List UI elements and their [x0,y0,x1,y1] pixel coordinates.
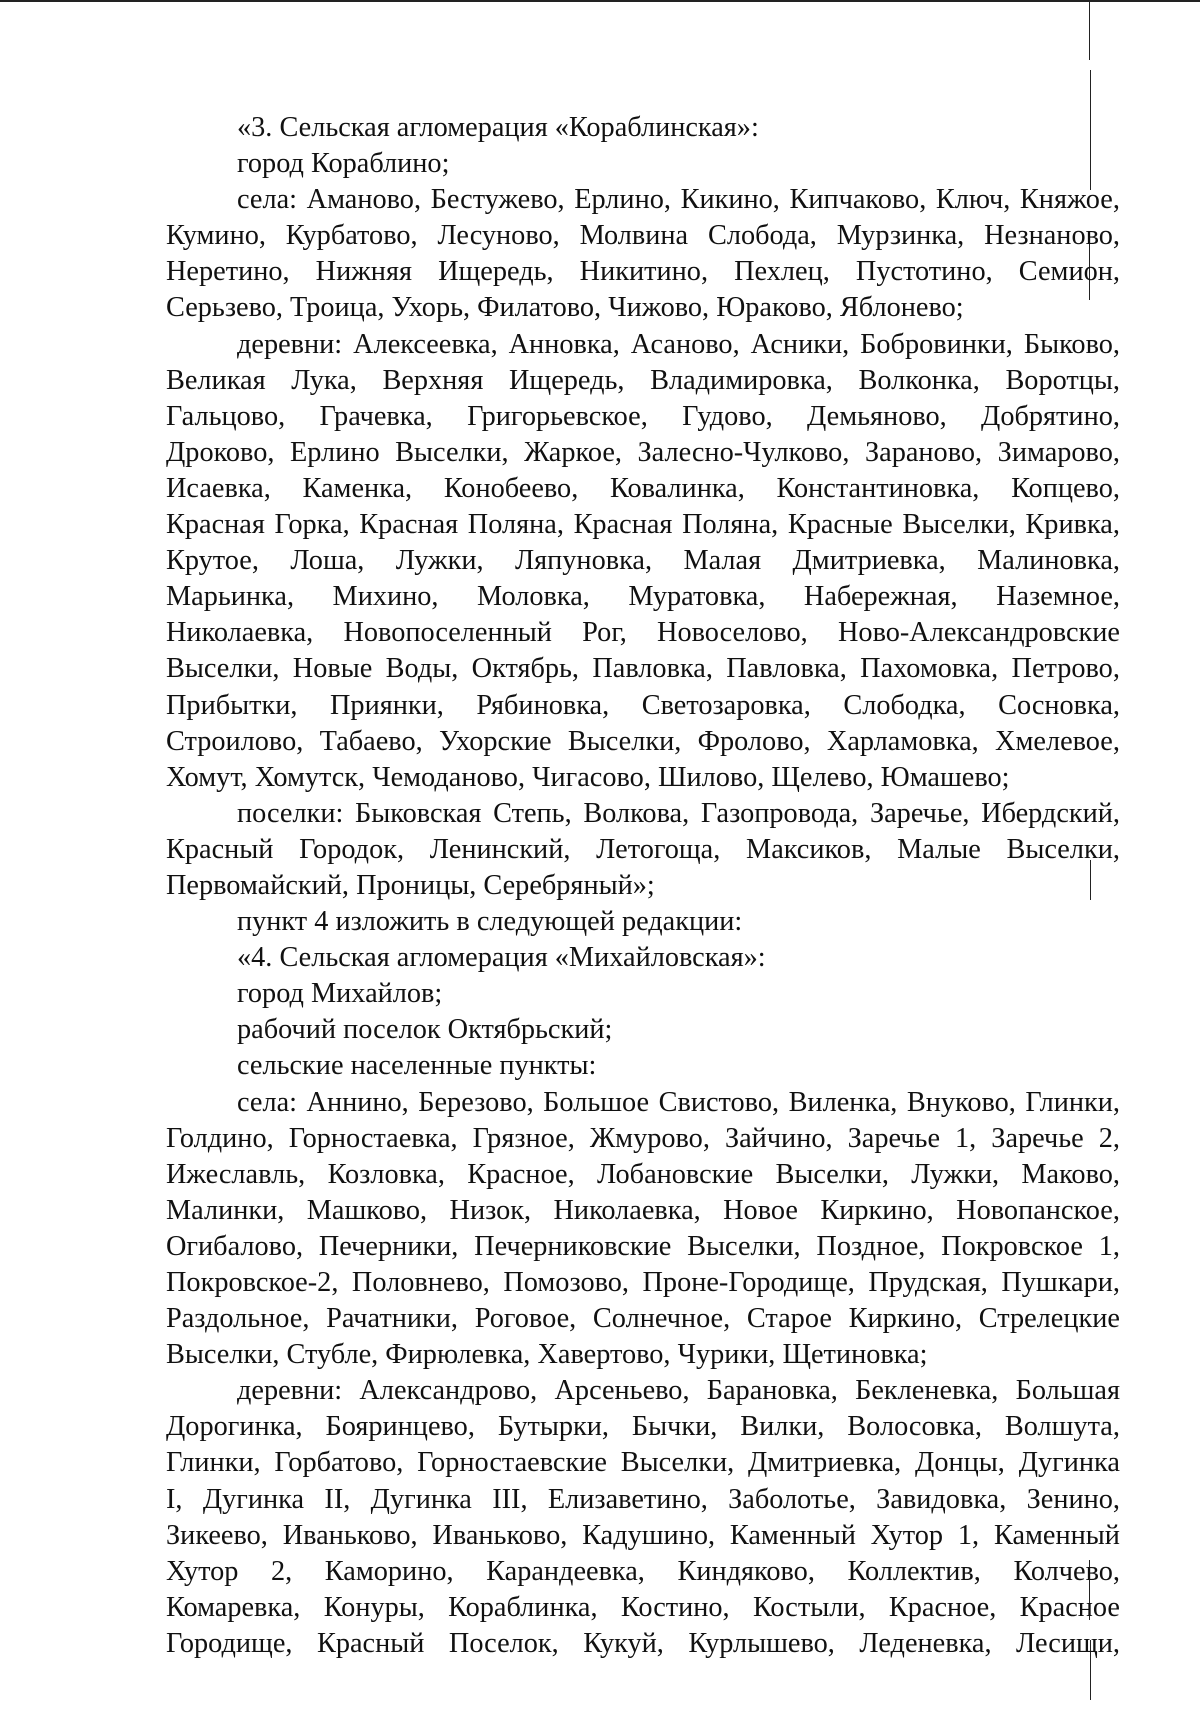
word: Конуры, [323,1591,425,1623]
word: Заболотье, [728,1483,856,1515]
word: Заречье [847,1122,941,1154]
text-line: «3. Сельская агломерация «Кораблинская»: [237,112,759,143]
text-line [166,1193,1120,1229]
word: Слободка, [843,689,966,721]
text-line: пункт 4 изложить в следующей редакции: [237,906,743,938]
word: Максиков, [746,833,872,865]
word: Лесищи, [1016,1627,1120,1659]
text-line [166,1085,1120,1121]
word: Выселки, [687,1230,801,1262]
word: Бестужево, [430,184,565,216]
word: Выселки, [395,436,509,468]
word: Пехлец, [734,256,830,288]
word: Бобровинки, [860,328,1013,360]
word: Кикино, [680,184,780,216]
word: Большое [543,1086,650,1118]
word: Павловка, [726,653,847,685]
word: Покровское [941,1230,1083,1262]
word: Елизаветино, [547,1483,708,1515]
word: Великая [166,364,266,396]
text-line [166,507,1120,543]
word: Горка, [274,509,350,541]
word: Барановка, [706,1375,838,1407]
word: Печерниковские [474,1230,672,1262]
word: Каморино, [324,1555,454,1587]
word: Асники, [750,328,850,360]
word: Выселки, [166,653,280,685]
word: Быково, [1023,328,1120,360]
word: Григорьевское, [467,400,648,432]
word: села: [237,184,298,216]
word: Бояринцево, [325,1411,475,1443]
word: Строилово, [166,725,304,757]
word: Дугинка [202,1483,305,1515]
text-line [166,1301,1120,1337]
word: Никитино, [579,256,709,288]
word: Верхняя [382,364,484,396]
word: Рачатники, [326,1303,458,1335]
word: Константиновка, [776,472,980,504]
word: Ленинский, [429,833,571,865]
word: Дмитриевка, [748,1447,902,1479]
text-line [166,399,1120,435]
word: села: [237,1086,298,1118]
word: Выселки, [620,1447,735,1479]
word: Крутое, [166,545,259,577]
word: Волосовка, [847,1411,982,1443]
word: Жаркое, [524,436,622,468]
word: Прудская, [868,1267,988,1298]
word: Роговое, [474,1303,577,1335]
word: Табаево, [319,725,423,757]
word: Дугинка [1018,1447,1120,1479]
word: 1, [1098,1230,1120,1262]
word: Мурзинка, [836,220,965,252]
word: Летогоща, [596,833,721,865]
word: Ищередь, [438,256,554,288]
text-line [166,1518,1120,1554]
word: Выселки, [1006,833,1120,865]
word: Лобановские [597,1158,754,1190]
text-line [166,1409,1120,1445]
word: Половнево, [351,1267,490,1298]
word: Ново-Александровские [837,617,1120,649]
word: Наземное, [996,581,1120,613]
word: Заречье, [869,797,970,829]
word: Горбатово, [274,1447,404,1479]
text-line [166,363,1120,399]
text-line [166,1229,1120,1265]
word: Харламовка, [826,725,979,757]
word: Огибалово, [166,1230,304,1262]
word: Кипчаково, [789,184,927,216]
word: Воды, [385,653,459,685]
text-line [166,1445,1120,1481]
word: Комаревка, [166,1591,301,1623]
word: Городище, [166,1627,293,1659]
word: Красный [166,833,274,865]
word: Иваньково, [432,1519,568,1551]
word: Быковская [355,797,482,829]
text-line [166,688,1120,724]
text-line [166,218,1120,254]
word: Марьинка, [166,581,295,613]
word: Виленка, [788,1086,898,1118]
word: Покровское-2, [166,1267,339,1298]
word: Лужки, [395,545,484,577]
word: Пустотино, [855,256,993,288]
word: Волкова, [583,797,690,829]
word: Семион, [1018,256,1120,288]
word: Грязное, [472,1122,575,1154]
word: Моловка, [477,581,590,613]
word: Приянки, [329,689,444,721]
word: Малинки, [166,1194,285,1226]
word: 2, [270,1555,293,1587]
word: Копцево, [1011,472,1120,504]
word: Карандеевка, [486,1555,645,1587]
word: Ибердский, [981,797,1120,829]
word: Вилки, [740,1411,825,1443]
word: Ижеславль, [166,1158,306,1190]
text-line: город Кораблино; [237,148,450,180]
word: Красная [166,509,265,541]
text-line [166,615,1120,651]
text-line [166,579,1120,615]
word: Лужки, [911,1158,1000,1190]
word: Княжое, [1019,184,1120,216]
word: Красное, [467,1158,575,1190]
word: Арсеньево, [554,1375,690,1407]
word: Гальцово, [166,400,286,432]
word: Кадушино, [582,1519,716,1551]
word: деревни: [237,1375,343,1407]
word: Лесуново, [437,220,560,252]
word: Зараново, [864,436,983,468]
word: Дугинка [370,1483,472,1515]
word: Леденевка, [859,1627,992,1659]
text-line: сельские населенные пункты: [237,1050,597,1082]
text-line [166,724,1120,760]
word: Жмурово, [589,1122,710,1154]
word: Малиновка, [977,545,1120,577]
word: Красное, [888,1591,997,1623]
word: Кривка, [1025,509,1120,541]
word: Газопровода, [700,797,859,829]
word: Новые [292,653,373,685]
text-line [166,1121,1120,1157]
word: Новопанское, [956,1194,1120,1226]
text-line: Серьзево, Троица, Ухорь, Филатово, Чижово, Юраково, Яблонево; [166,292,964,324]
word: Костино, [620,1591,730,1623]
text-line [166,1554,1120,1590]
text-line: Первомайский, Проницы, Серебряный»; [166,869,655,901]
word: Киркино, [820,1194,934,1226]
text-line [166,1373,1120,1409]
text-line [166,1590,1120,1626]
word: Низок, [449,1194,532,1226]
word: Каменный [993,1519,1120,1551]
text-line: рабочий поселок Октябрьский; [237,1014,613,1046]
word: Лоша, [290,545,365,577]
word: Курлышево, [688,1627,835,1659]
word: Поселок, [448,1627,559,1659]
word: Старое [746,1303,832,1335]
word: Аманово, [306,184,422,216]
word: Хмелевое, [995,725,1120,757]
word: Слобода, [707,220,817,252]
word: Заречье [991,1122,1084,1154]
word: Кораблинка, [448,1591,598,1623]
word: Ляпуновка, [514,545,653,577]
scan-right-fold-1 [1089,0,1090,60]
word: Солнечное, [592,1303,731,1335]
word: Ерлино [290,436,380,468]
word: Лука, [291,364,357,396]
word: Киркино, [848,1303,963,1335]
word: Помозово, [503,1267,629,1298]
word: Сосновка, [998,689,1120,721]
word: Горностаевка, [288,1122,458,1154]
word: Петрово, [1011,653,1120,685]
word: Новоселово, [657,617,808,649]
word: Свистово, [658,1086,780,1118]
word: Киндяково, [677,1555,815,1587]
word: Каменка, [302,472,413,504]
text-line [166,796,1120,832]
word: Коллектив, [847,1555,981,1587]
word: Пушкари, [1001,1267,1120,1298]
word: Ищередь, [508,364,625,396]
word: III, [492,1483,528,1515]
word: поселки: [237,797,344,829]
word: Зайчино, [724,1122,833,1154]
word: Пахомовка, [860,653,999,685]
word: Красная [573,509,673,541]
text-line: Хомут, Хомутск, Чемоданово, Чигасово, Шилово, Щелево, Юмашево; [166,761,1010,793]
document-body-text [166,110,1120,1662]
word: Иваньково, [282,1519,418,1551]
word: Воротцы, [1005,364,1120,396]
text-line [166,254,1120,290]
word: Бекленевка, [855,1375,999,1407]
word: Асаново, [630,328,740,360]
word: Красная [359,509,459,541]
word: Конобеево, [443,472,579,504]
word: Раздольное, [166,1303,310,1335]
word: Николаевка, [553,1194,701,1226]
word: Незнаново, [984,220,1120,252]
word: Большая [1015,1375,1120,1407]
word: Красное [1019,1591,1120,1623]
word: Малые [897,833,981,865]
word: Залесно-Чулково, [637,436,850,468]
word: Неретино, [166,256,290,288]
text-line [166,435,1120,471]
word: 1, [957,1519,980,1551]
word: Кукуй, [583,1627,664,1659]
word: деревни: [237,328,343,360]
word: Новопоселенный [343,617,552,649]
word: Поздное, [816,1230,926,1262]
word: Костыли, [752,1591,866,1623]
word: Зенино, [1026,1483,1120,1515]
word: Демьяново, [807,400,947,432]
word: Каменный [729,1519,856,1551]
word: Выселки, [775,1158,889,1190]
word: Ключ, [935,184,1011,216]
text-line [166,1626,1120,1662]
text-line [166,182,1120,218]
word: Выселки, [902,509,1016,541]
word: Волшута, [1004,1411,1120,1443]
word: 2, [1098,1122,1120,1154]
text-line [166,327,1120,363]
word: Зимарово, [997,436,1120,468]
word: Глинки, [166,1447,261,1479]
word: Колчево, [1013,1555,1120,1587]
word: Красные [787,509,893,541]
word: Березово, [418,1086,534,1118]
word: Ерлино, [574,184,671,216]
word: Бутырки, [497,1411,609,1443]
word: Кумино, [166,220,266,252]
word: Внуково, [906,1086,1016,1118]
scan-top-border [0,0,1200,2]
word: Михино, [332,581,439,613]
word: Хутор [166,1555,239,1587]
word: Волконка, [858,364,980,396]
word: Малая [683,545,762,577]
text-line: Выселки, Стубле, Фирюлевка, Хавертово, Чурики, Щетиновка; [166,1339,928,1371]
text-line: «4. Сельская агломерация «Михайловская»: [237,942,766,974]
word: Молвина [579,220,689,252]
word: Александрово, [359,1375,538,1407]
word: Ухорские [438,725,552,757]
word: Красный [316,1627,425,1659]
word: Завидовка, [876,1483,1007,1515]
word: Дорогинка, [166,1411,303,1443]
text-line [166,543,1120,579]
text-line [166,1482,1120,1518]
word: Добрятино, [981,400,1120,432]
word: 1, [955,1122,977,1154]
text-line [166,471,1120,507]
word: Проне-Городище, [642,1267,855,1298]
word: Нижняя [315,256,412,288]
word: Аннино, [306,1086,409,1118]
text-line [166,1157,1120,1193]
word: Фролово, [697,725,811,757]
word: Горностаевские [417,1447,607,1479]
word: Поляна, [467,509,564,541]
word: Анновка, [508,328,620,360]
text-line [166,1265,1120,1301]
word: Городок, [299,833,405,865]
word: Козловка, [327,1158,445,1190]
word: Октябрь, [471,653,579,685]
word: Курбатово, [285,220,418,252]
text-line: город Михайлов; [237,978,443,1010]
word: Павловка, [592,653,713,685]
word: Владимировка, [650,364,833,396]
word: Новое [723,1194,798,1226]
word: Маково, [1021,1158,1120,1190]
word: Гудово, [682,400,773,432]
word: Светозаровка, [641,689,811,721]
text-line [166,832,1120,868]
word: II, [324,1483,351,1515]
word: Печерники, [318,1230,459,1262]
word: Бычки, [631,1411,718,1443]
word: Голдино, [166,1122,274,1154]
word: Ковалинка, [610,472,745,504]
word: Донцы, [915,1447,1005,1479]
word: Зикеево, [166,1519,268,1551]
word: Рябиновка, [476,689,610,721]
word: Николаевка, [166,617,314,649]
word: Дроково, [166,436,275,468]
word: Стрелецкие [978,1303,1120,1335]
word: Исаевка, [166,472,271,504]
word: Муратовка, [628,581,766,613]
word: Хутор [870,1519,944,1551]
word: Алексеевка, [353,328,498,360]
word: Рог, [582,617,627,649]
word: Грачевка, [319,400,433,432]
word: Дмитриевка, [792,545,946,577]
word: Выселки, [567,725,682,757]
word: Степь, [493,797,572,829]
word: Прибытки, [166,689,298,721]
text-line [166,651,1120,687]
word: Поляна, [682,509,779,541]
word: Набережная, [803,581,958,613]
word: I, [166,1483,183,1515]
word: Глинки, [1025,1086,1120,1118]
word: Машково, [306,1194,428,1226]
